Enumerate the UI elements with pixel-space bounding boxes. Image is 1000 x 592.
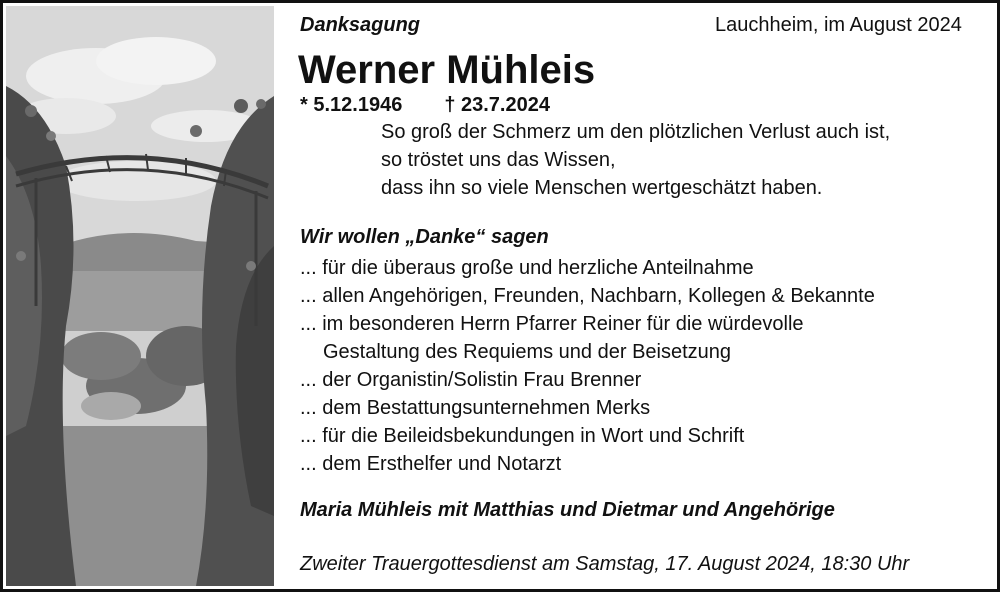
thanks-item: ... dem Ersthelfer und Notarzt — [300, 453, 562, 475]
family-signature: Maria Mühleis mit Matthias und Dietmar und Angehörige — [300, 499, 835, 521]
thanks-item: ... allen Angehörigen, Freunden, Nachbarn, Kollegen & Bekannte — [300, 285, 875, 307]
thanks-list — [300, 254, 875, 478]
thanks-item: ... im besonderen Herrn Pfarrer Reiner für die würdevolle — [300, 313, 804, 335]
quote-line: dass ihn so viele Menschen wertgeschätzt haben. — [381, 177, 823, 199]
life-dates — [300, 94, 550, 117]
thanks-item: ... für die Beileidsbekundungen in Wort und Schrift — [300, 425, 745, 447]
quote-line: So groß der Schmerz um den plötzlichen Verlust auch ist, — [381, 121, 891, 143]
notice-title: Danksagung — [300, 14, 421, 36]
place-and-date: Lauchheim, im August 2024 — [715, 14, 962, 36]
death-date: † 23.7.2024 — [444, 94, 550, 116]
deceased-name: Werner Mühleis — [298, 48, 596, 92]
thanks-heading: Wir wollen „Danke“ sagen — [300, 226, 549, 248]
birth-date: * 5.12.1946 — [300, 94, 403, 116]
memorial-quote — [381, 118, 890, 202]
thanks-item: ... dem Bestattungsunternehmen Merks — [300, 397, 651, 419]
service-announcement: Zweiter Trauergottesdienst am Samstag, 17. August 2024, 18:30 Uhr — [300, 553, 910, 575]
thanks-item: ... für die überaus große und herzliche Anteilnahme — [300, 257, 754, 279]
thanks-item-continuation: Gestaltung des Requiems und der Beisetzung — [323, 341, 732, 363]
thanks-item: ... der Organistin/Solistin Frau Brenner — [300, 369, 642, 391]
quote-line: so tröstet uns das Wissen, — [381, 149, 616, 171]
garden-rose-arch-photo — [6, 6, 274, 586]
